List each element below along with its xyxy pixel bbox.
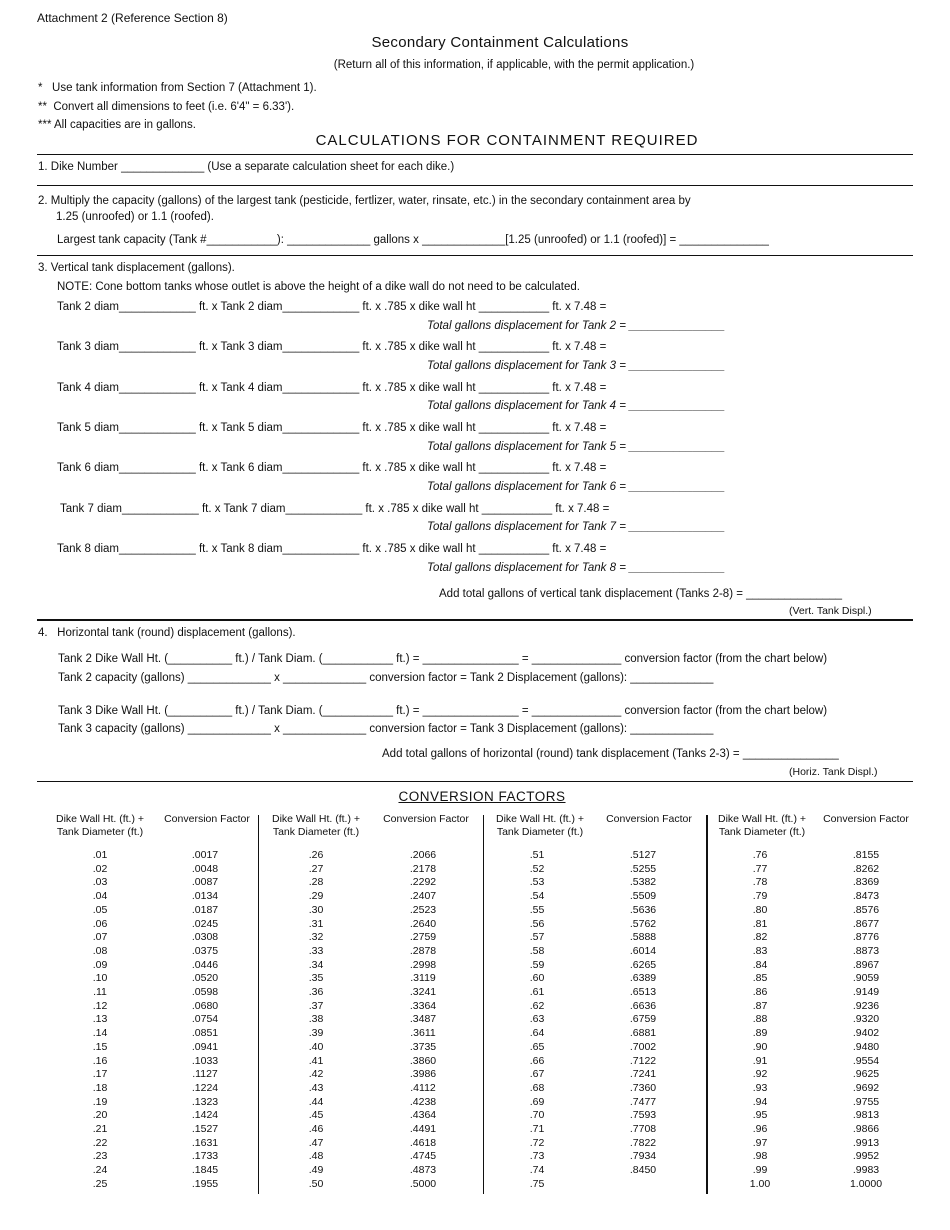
ratio-value: .62 [529, 999, 545, 1012]
ratio-value: .51 [529, 849, 545, 861]
ratio-value: .52 [529, 862, 545, 875]
ratio-value: .61 [529, 986, 545, 999]
factor-value: .8369 [852, 876, 880, 889]
ratio-value: .67 [529, 1068, 545, 1081]
ratio-value: .96 [752, 1123, 768, 1136]
ratio-value: .64 [529, 1027, 545, 1040]
ratio-value: .54 [529, 890, 545, 903]
horizontal-displacement-label: (Horiz. Tank Displ.) [789, 766, 878, 778]
ratio-value: .68 [529, 1081, 545, 1094]
ratio-value: .65 [529, 1040, 545, 1053]
ratio-value: .11 [93, 986, 107, 999]
vertical-displacement-label: (Vert. Tank Displ.) [789, 605, 872, 617]
ratio-value: .88 [752, 1013, 768, 1026]
factor-value: .1527 [191, 1123, 219, 1136]
ratio-value: .22 [92, 1136, 108, 1149]
factor-value: .0941 [191, 1040, 219, 1053]
vertical-tank-6-formula: Tank 6 diam____________ ft. x Tank 6 diam____________ ft. x .785 x dike wall ht ___________ ft. x 7.48 = [57, 462, 607, 474]
ratio-value: .93 [752, 1081, 768, 1094]
ratio-value: .35 [308, 972, 324, 985]
ratio-value: .60 [529, 972, 545, 985]
horizontal-tank-3-capacity: Tank 3 capacity (gallons) _____________ x _____________ conversion factor = Tank 3 Displacement (gallons): _____________ [58, 723, 714, 735]
ratio-value: .34 [308, 958, 324, 971]
factor-value: .9913 [852, 1136, 880, 1149]
factor-value: .5382 [629, 876, 657, 889]
ratio-value: .38 [308, 1013, 324, 1026]
ratio-value: .30 [308, 903, 324, 916]
ratio-value: .70 [529, 1109, 545, 1122]
factor-column [393, 849, 453, 1192]
factor-value: .0446 [191, 958, 219, 971]
ratio-value: .82 [752, 931, 768, 944]
ratio-value: .32 [308, 931, 324, 944]
factor-value: .3860 [409, 1054, 437, 1067]
horizontal-tank-2-capacity: Tank 2 capacity (gallons) _____________ x _____________ conversion factor = Tank 2 Displacement (gallons): _____________ [58, 672, 714, 684]
ratio-value: .50 [308, 1177, 324, 1190]
factor-value: .1424 [191, 1109, 219, 1122]
ratio-value: .91 [752, 1054, 768, 1067]
factor-value: .4618 [409, 1136, 437, 1149]
factor-value: .9755 [852, 1095, 880, 1108]
column-divider [706, 815, 708, 1194]
ratio-value: .15 [92, 1040, 108, 1053]
ratio-value: .49 [308, 1164, 324, 1177]
factor-value: .0245 [191, 917, 219, 930]
factor-value: .6759 [629, 1013, 657, 1026]
factor-value: .2640 [409, 917, 437, 930]
factor-value: .8677 [852, 917, 880, 930]
factor-value: .0520 [191, 972, 219, 985]
factor-value: .0375 [191, 944, 219, 957]
vertical-tank-3-total: Total gallons displacement for Tank 3 = _______________ [427, 360, 726, 372]
horizontal-tank-3-ratio: Tank 3 Dike Wall Ht. (__________ ft.) / Tank Diam. (___________ ft.) = _______________ = ______________ conversion factor (from the chart below) [58, 705, 828, 717]
ratio-value: .90 [752, 1040, 768, 1053]
factor-header: Conversion Factor [164, 813, 250, 825]
factor-value: .3735 [409, 1040, 437, 1053]
attachment-reference: Attachment 2 (Reference Section 8) [37, 11, 228, 25]
item-3-heading: 3. Vertical tank displacement (gallons). [38, 262, 235, 274]
ratio-value: .44 [308, 1095, 324, 1108]
ratio-value: .76 [752, 849, 768, 861]
ratio-value: .27 [308, 862, 324, 875]
ratio-value: .01 [92, 849, 108, 861]
ratio-value: .39 [308, 1027, 324, 1040]
factor-value: .5127 [629, 849, 657, 861]
factor-value: .9813 [852, 1109, 880, 1122]
ratio-value: .59 [529, 958, 545, 971]
factor-value: .8967 [852, 958, 880, 971]
factor-value: .9402 [852, 1027, 880, 1040]
ratio-value: .13 [92, 1013, 108, 1026]
factor-value: .8262 [852, 862, 880, 875]
factor-value: .4873 [409, 1164, 437, 1177]
factor-value: .1631 [191, 1136, 219, 1149]
factor-value: .7477 [629, 1095, 657, 1108]
factor-value: .6881 [629, 1027, 657, 1040]
ratio-value: .28 [308, 876, 324, 889]
factor-value: .1033 [191, 1054, 219, 1067]
ratio-value: .78 [752, 876, 768, 889]
ratio-value: .12 [92, 999, 108, 1012]
ratio-value: .17 [92, 1068, 108, 1081]
factor-value: .0048 [191, 862, 219, 875]
column-divider [483, 815, 484, 1194]
vertical-tank-4-total: Total gallons displacement for Tank 4 = _______________ [427, 400, 726, 412]
factor-value: .1845 [191, 1164, 219, 1177]
factor-value: .5888 [629, 931, 657, 944]
ratio-value: .75 [529, 1177, 545, 1190]
factor-value: .6265 [629, 958, 657, 971]
divider [37, 781, 913, 782]
factor-value: .0851 [191, 1027, 219, 1040]
ratio-column [730, 849, 790, 1192]
ratio-value: .55 [529, 903, 545, 916]
factor-value: .0598 [191, 986, 219, 999]
vertical-displacement-sum: Add total gallons of vertical tank displacement (Tanks 2-8) = _______________ [439, 588, 843, 600]
ratio-value: .24 [92, 1164, 108, 1177]
ratio-value: .45 [308, 1109, 324, 1122]
ratio-value: .79 [752, 890, 768, 903]
factor-value: .3986 [409, 1068, 437, 1081]
ratio-header: Dike Wall Ht. (ft.) + Tank Diameter (ft.) [56, 813, 144, 838]
ratio-value: 1.00 [749, 1177, 771, 1190]
ratio-value: .09 [92, 958, 108, 971]
ratio-value: .19 [92, 1095, 108, 1108]
ratio-value: .07 [92, 931, 108, 944]
ratio-value: .48 [308, 1150, 324, 1163]
factor-value: .4745 [409, 1150, 437, 1163]
factor-value: .7822 [629, 1136, 657, 1149]
factor-value: .3241 [409, 986, 437, 999]
ratio-value: .53 [529, 876, 545, 889]
vertical-tank-4-formula: Tank 4 diam____________ ft. x Tank 4 diam____________ ft. x .785 x dike wall ht ___________ ft. x 7.48 = [57, 382, 607, 394]
column-divider [258, 815, 259, 1194]
ratio-value: .37 [308, 999, 324, 1012]
ratio-header: Dike Wall Ht. (ft.) + Tank Diameter (ft.) [272, 813, 360, 838]
ratio-value: .26 [308, 849, 324, 861]
factor-value: .2878 [409, 944, 437, 957]
factor-value: .2066 [409, 849, 437, 861]
horizontal-displacement-sum: Add total gallons of horizontal (round) tank displacement (Tanks 2-3) = _______________ [382, 748, 839, 760]
factor-value: .0134 [191, 890, 219, 903]
factor-value: .1955 [191, 1177, 219, 1190]
ratio-header: Dike Wall Ht. (ft.) + Tank Diameter (ft.) [496, 813, 584, 838]
factor-value: .4238 [409, 1095, 437, 1108]
ratio-value: .36 [308, 986, 324, 999]
item-2-formula: Largest tank capacity (Tank #___________): _____________ gallons x _____________[1.25 (unroofed) or 1.1 (roofed)] = ______________ [57, 234, 769, 246]
factor-header: Conversion Factor [383, 813, 469, 825]
factor-value: .9625 [852, 1068, 880, 1081]
divider [37, 185, 913, 186]
ratio-value: .31 [308, 917, 324, 930]
ratio-value: .02 [92, 862, 108, 875]
vertical-tank-8-formula: Tank 8 diam____________ ft. x Tank 8 diam____________ ft. x .785 x dike wall ht ___________ ft. x 7.48 = [57, 543, 607, 555]
factor-value: .9320 [852, 1013, 880, 1026]
ratio-value: .03 [92, 876, 108, 889]
horizontal-tank-2-ratio: Tank 2 Dike Wall Ht. (__________ ft.) / Tank Diam. (___________ ft.) = _______________ = ______________ conversion factor (from the chart below) [58, 653, 828, 665]
ratio-value: .25 [92, 1177, 108, 1190]
factor-value: .9554 [852, 1054, 880, 1067]
ratio-value: .16 [92, 1054, 108, 1067]
ratio-value: .71 [529, 1123, 545, 1136]
conversion-factors-title: CONVERSION FACTORS [398, 789, 566, 804]
item-4-heading: 4. Horizontal tank (round) displacement (gallons). [38, 627, 296, 639]
ratio-value: .63 [529, 1013, 545, 1026]
ratio-value: .06 [92, 917, 108, 930]
factor-header: Conversion Factor [606, 813, 692, 825]
factor-value: .2998 [409, 958, 437, 971]
vertical-tank-8-total: Total gallons displacement for Tank 8 = _______________ [427, 562, 726, 574]
item-2-line2: 1.25 (unroofed) or 1.1 (roofed). [56, 211, 214, 223]
factor-value: .5255 [629, 862, 657, 875]
factor-value: .7934 [629, 1150, 657, 1163]
factor-value: .0754 [191, 1013, 219, 1026]
ratio-value: .23 [92, 1150, 108, 1163]
factor-value: .2759 [409, 931, 437, 944]
factor-value: .1224 [191, 1081, 219, 1094]
ratio-value: .89 [752, 1027, 768, 1040]
factor-value: .2178 [409, 862, 437, 875]
factor-value: .7360 [629, 1081, 657, 1094]
vertical-tank-7-total: Total gallons displacement for Tank 7 = _______________ [427, 521, 726, 533]
section-title: CALCULATIONS FOR CONTAINMENT REQUIRED [315, 132, 699, 149]
ratio-value: .47 [308, 1136, 324, 1149]
vertical-tank-5-formula: Tank 5 diam____________ ft. x Tank 5 diam____________ ft. x .785 x dike wall ht ___________ ft. x 7.48 = [57, 422, 607, 434]
ratio-header: Dike Wall Ht. (ft.) + Tank Diameter (ft.) [718, 813, 806, 838]
ratio-value: .42 [308, 1068, 324, 1081]
divider [37, 154, 913, 155]
factor-value: .5762 [629, 917, 657, 930]
ratio-value: .80 [752, 903, 768, 916]
ratio-value: .97 [752, 1136, 768, 1149]
factor-value: .8576 [852, 903, 880, 916]
factor-value: .3487 [409, 1013, 437, 1026]
note-1: * Use tank information from Section 7 (Attachment 1). [38, 82, 317, 94]
factor-column [175, 849, 235, 1192]
factor-value: .0087 [191, 876, 219, 889]
factor-value: .0017 [191, 849, 219, 861]
ratio-value: .98 [752, 1150, 768, 1163]
ratio-value: .77 [752, 862, 768, 875]
ratio-value: .95 [752, 1109, 768, 1122]
ratio-value: .99 [752, 1164, 768, 1177]
vertical-tank-7-formula: Tank 7 diam____________ ft. x Tank 7 diam____________ ft. x .785 x dike wall ht ___________ ft. x 7.48 = [60, 503, 610, 515]
factor-value: .5636 [629, 903, 657, 916]
factor-value: .6636 [629, 999, 657, 1012]
ratio-column [507, 849, 567, 1192]
factor-value: .1127 [192, 1068, 218, 1081]
item-3-note: NOTE: Cone bottom tanks whose outlet is above the height of a dike wall do not need to be calculated. [57, 281, 580, 293]
ratio-value: .14 [92, 1027, 108, 1040]
factor-value: .7241 [629, 1068, 657, 1081]
item-1-dike-number: 1. Dike Number _____________ (Use a separate calculation sheet for each dike.) [38, 161, 455, 173]
factor-value: .8776 [852, 931, 880, 944]
factor-value: .9149 [852, 986, 880, 999]
factor-value: .4491 [409, 1123, 437, 1136]
factor-value: .8155 [852, 849, 880, 861]
factor-value: .7708 [629, 1123, 657, 1136]
ratio-value: .74 [529, 1164, 545, 1177]
ratio-value: .40 [308, 1040, 324, 1053]
ratio-value: .69 [529, 1095, 545, 1108]
divider [37, 255, 913, 256]
factor-value: .0308 [191, 931, 219, 944]
ratio-value: .04 [92, 890, 108, 903]
factor-value: .6513 [629, 986, 657, 999]
vertical-tank-5-total: Total gallons displacement for Tank 5 = _______________ [427, 441, 726, 453]
factor-value: .9692 [852, 1081, 880, 1094]
factor-value: .9236 [852, 999, 880, 1012]
note-2: ** Convert all dimensions to feet (i.e. 6'4" = 6.33'). [38, 101, 295, 113]
item-2-line1: 2. Multiply the capacity (gallons) of the largest tank (pesticide, fertlizer, water, rinsate, etc.) in the secondary containment area by [38, 195, 691, 207]
ratio-value: .58 [529, 944, 545, 957]
factor-value: .9059 [852, 972, 880, 985]
ratio-value: .20 [92, 1109, 108, 1122]
ratio-value: .08 [92, 944, 108, 957]
vertical-tank-6-total: Total gallons displacement for Tank 6 = _______________ [427, 481, 726, 493]
factor-value: .3364 [409, 999, 437, 1012]
ratio-value: .05 [92, 903, 108, 916]
factor-value: .1323 [191, 1095, 219, 1108]
factor-value: .9983 [852, 1164, 880, 1177]
factor-value: .8873 [852, 944, 880, 957]
ratio-value: .81 [752, 917, 768, 930]
ratio-value: .41 [308, 1054, 324, 1067]
factor-value: .9866 [852, 1123, 880, 1136]
factor-value: .4364 [409, 1109, 437, 1122]
factor-value: .4112 [410, 1081, 436, 1094]
ratio-value: .92 [752, 1068, 768, 1081]
factor-value: .3611 [410, 1027, 436, 1040]
ratio-value: .73 [529, 1150, 545, 1163]
factor-value: .2292 [409, 876, 437, 889]
factor-value: .9952 [852, 1150, 880, 1163]
ratio-value: .10 [92, 972, 108, 985]
factor-value: 1.0000 [849, 1177, 883, 1190]
factor-value: .5509 [629, 890, 657, 903]
factor-value: .7122 [629, 1054, 657, 1067]
factor-value: .0187 [191, 903, 219, 916]
factor-value: .8450 [629, 1164, 657, 1177]
factor-value: .1733 [191, 1150, 219, 1163]
vertical-tank-2-total: Total gallons displacement for Tank 2 = _______________ [427, 320, 726, 332]
divider [37, 619, 913, 621]
factor-header: Conversion Factor [823, 813, 909, 825]
note-3: *** All capacities are in gallons. [38, 119, 196, 131]
vertical-tank-2-formula: Tank 2 diam____________ ft. x Tank 2 diam____________ ft. x .785 x dike wall ht ___________ ft. x 7.48 = [57, 301, 607, 313]
ratio-value: .86 [752, 986, 768, 999]
ratio-value: .83 [752, 944, 768, 957]
factor-column [613, 849, 673, 1178]
factor-value: .2407 [409, 890, 437, 903]
ratio-value: .46 [308, 1123, 324, 1136]
ratio-column [70, 849, 130, 1192]
page-title: Secondary Containment Calculations [371, 34, 629, 51]
factor-value: .5000 [409, 1177, 437, 1190]
ratio-value: .85 [752, 972, 768, 985]
ratio-value: .29 [308, 890, 324, 903]
ratio-value: .33 [308, 944, 324, 957]
ratio-column [286, 849, 346, 1192]
factor-value: .6014 [629, 944, 657, 957]
ratio-value: .94 [752, 1095, 768, 1108]
vertical-tank-3-formula: Tank 3 diam____________ ft. x Tank 3 diam____________ ft. x .785 x dike wall ht ___________ ft. x 7.48 = [57, 341, 607, 353]
ratio-value: .21 [92, 1123, 108, 1136]
factor-value: .9480 [852, 1040, 880, 1053]
factor-value: .2523 [409, 903, 437, 916]
factor-value: .6389 [629, 972, 657, 985]
ratio-value: .66 [529, 1054, 545, 1067]
ratio-value: .87 [752, 999, 768, 1012]
factor-value: .8473 [852, 890, 880, 903]
ratio-value: .18 [92, 1081, 108, 1094]
factor-value: .7593 [629, 1109, 657, 1122]
factor-value: .3119 [410, 972, 436, 985]
factor-value: .7002 [629, 1040, 657, 1053]
factor-value: .0680 [191, 999, 219, 1012]
ratio-value: .57 [529, 931, 545, 944]
page-subtitle: (Return all of this information, if applicable, with the permit application.) [333, 59, 695, 71]
ratio-value: .56 [529, 917, 545, 930]
ratio-value: .72 [529, 1136, 545, 1149]
factor-column [836, 849, 896, 1192]
ratio-value: .84 [752, 958, 768, 971]
ratio-value: .43 [308, 1081, 324, 1094]
